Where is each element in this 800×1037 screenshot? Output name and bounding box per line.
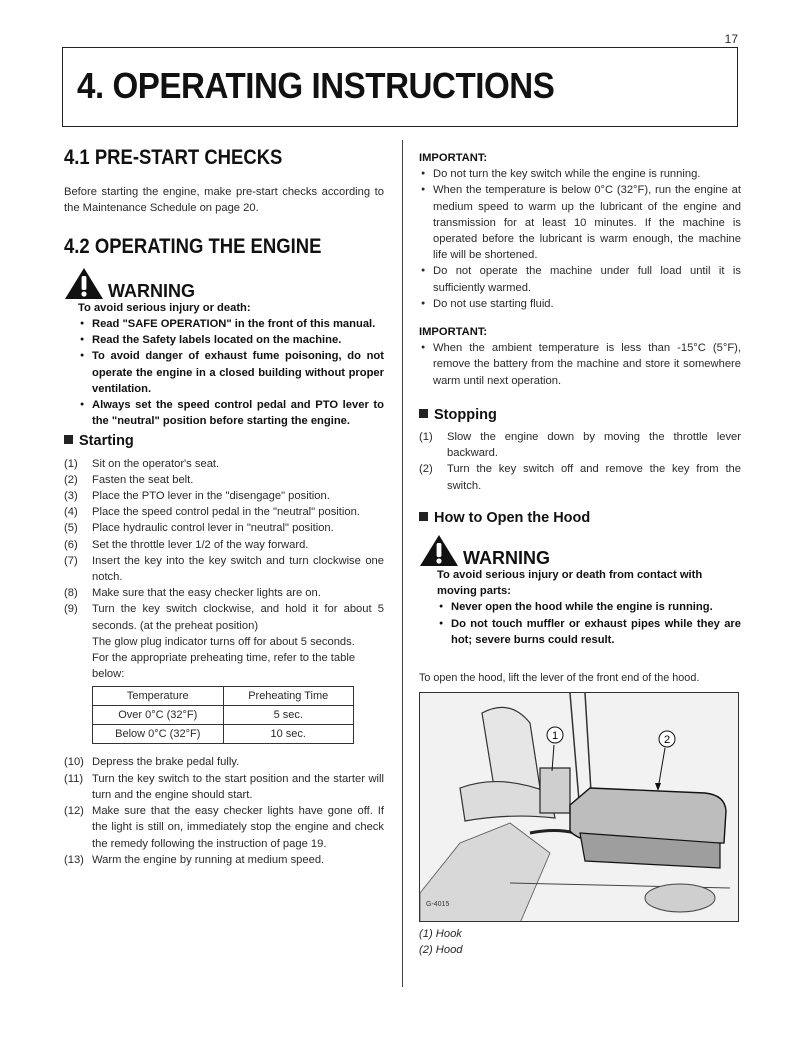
step-item: (7) Insert the key into the key switch and turn clockwise one notch. [64, 554, 384, 584]
step-item: (1) Sit on the operator's seat. [64, 457, 220, 470]
warning-triangle-icon [419, 534, 459, 567]
preheat-text: For the appropriate preheating time, refer to the table below: [92, 652, 356, 681]
important-item: ● Do not operate the machine under full load until it is sufficiently warmed. [419, 263, 741, 295]
warning-block-hood [419, 534, 741, 648]
square-bullet-icon [419, 409, 428, 418]
stopping-heading: Stopping [419, 407, 741, 423]
warning-item: ● Read the Safety labels located on the machine. [78, 332, 384, 348]
left-column [64, 146, 384, 868]
table-cell: Below 0°C (32°F) [93, 725, 224, 744]
chapter-title: 4. OPERATING INSTRUCTIONS [77, 65, 555, 106]
figure-caption: (1) Hook [419, 928, 462, 941]
step-item: (10) Depress the brake pedal fully. [64, 756, 240, 769]
preheat-table [92, 686, 354, 744]
hood-instruction: To open the hood, lift the lever of the front end of the hood. [419, 672, 700, 685]
page-number: 17 [724, 32, 738, 46]
table-row [93, 725, 354, 744]
callout-2-label: 2 [663, 734, 671, 747]
section-4-1-heading: 4.1 PRE-START CHECKS [64, 146, 283, 169]
important-list [419, 166, 741, 312]
warning-block-engine [64, 267, 384, 430]
important-label: IMPORTANT: [419, 326, 488, 339]
table-cell: 10 sec. [223, 725, 354, 744]
table-cell: 5 sec. [223, 706, 354, 725]
important-list [419, 340, 741, 389]
chapter-title-box [62, 47, 738, 127]
warning-list [437, 599, 741, 648]
starting-heading: Starting [64, 433, 384, 449]
step-item: (4) Place the speed control pedal in the "neutral" position. [64, 506, 360, 519]
warning-label: WARNING [108, 280, 195, 301]
step-item: (2) Turn the key switch off and remove the key from the switch. [419, 463, 741, 492]
step-item: (3) Place the PTO lever in the "disengage" position. [64, 490, 330, 503]
warning-header [64, 267, 384, 300]
warning-item: ● Never open the hood while the engine is running. [437, 599, 741, 615]
warning-item: ● Always set the speed control pedal and PTO lever to the "neutral" position before starting the engine. [78, 397, 384, 429]
starting-steps-continued [64, 754, 384, 867]
warning-header [419, 534, 741, 567]
callout-1-label: 1 [551, 730, 559, 743]
important-item: ● When the ambient temperature is less than -15°C (5°F), remove the battery from the machine and store it somewhere warm until next operation. [419, 340, 741, 389]
table-header-row [93, 687, 354, 706]
warning-label: WARNING [463, 548, 550, 569]
section-4-2-heading: 4.2 OPERATING THE ENGINE [64, 234, 322, 258]
hood-heading: How to Open the Hood [419, 510, 741, 526]
table-row [93, 706, 354, 725]
step-item: (13) Warm the engine by running at medium speed. [64, 853, 325, 866]
warning-item: ● To avoid danger of exhaust fume poisoning, do not operate the engine in a closed building without proper ventilation. [78, 348, 384, 397]
warning-intro: To avoid serious injury or death from contact with moving parts: [437, 569, 703, 598]
pre-start-text: Before starting the engine, make pre-start checks according to the Maintenance Schedule on page 20. [64, 186, 384, 215]
step-item: (12) Make sure that the easy checker lights have gone off. If the light is still on, immediately stop the engine and check the remedy following the instruction of page 19. [64, 805, 384, 850]
step-item: (1) Slow the engine down by moving the throttle lever backward. [419, 431, 741, 460]
step-item: (11) Turn the key switch to the start position and the starter will turn and the engine should start. [64, 772, 384, 801]
step-item: (8) Make sure that the easy checker lights are on. [64, 587, 321, 600]
important-item: ● Do not use starting fluid. [419, 296, 741, 312]
table-cell: Over 0°C (32°F) [93, 706, 224, 725]
warning-item: ● Do not touch muffler or exhaust pipes while they are hot; severe burns could result. [437, 616, 741, 648]
step-item: (5) Place hydraulic control lever in "neutral" position. [64, 522, 334, 535]
hood-illustration [420, 693, 739, 922]
step-item: (9) Turn the key switch clockwise, and hold it for about 5 seconds. (at the preheat position) [64, 603, 384, 632]
hood-figure [419, 692, 739, 922]
square-bullet-icon [419, 512, 428, 521]
right-column [419, 150, 741, 959]
table-header: Preheating Time [223, 687, 354, 706]
warning-intro: To avoid serious injury or death: [78, 301, 251, 314]
column-divider [402, 140, 403, 987]
table-header: Temperature [93, 687, 224, 706]
important-label: IMPORTANT: [419, 152, 488, 164]
glow-plug-text: The glow plug indicator turns off for about 5 seconds. [92, 635, 355, 648]
warning-item: ● Read "SAFE OPERATION" in the front of this manual. [78, 316, 384, 332]
warning-triangle-icon [64, 267, 104, 300]
important-item: ● Do not turn the key switch while the engine is running. [419, 166, 741, 182]
step-item: (2) Fasten the seat belt. [64, 473, 194, 486]
starting-steps [64, 456, 384, 634]
important-item: ● When the temperature is below 0°C (32°F), run the engine at medium speed to warm up the lubricant of the engine and transmission for at least 10 minutes. If the machine is operated before the lubricant is warm enough, the machine life will be shortened. [419, 182, 741, 263]
warning-list [78, 316, 384, 429]
figure-caption: (2) Hood [419, 944, 463, 957]
figure-code: G-4015 [426, 901, 450, 909]
square-bullet-icon [64, 435, 73, 444]
step-item: (6) Set the throttle lever 1/2 of the way forward. [64, 538, 309, 551]
stopping-steps [419, 429, 741, 494]
